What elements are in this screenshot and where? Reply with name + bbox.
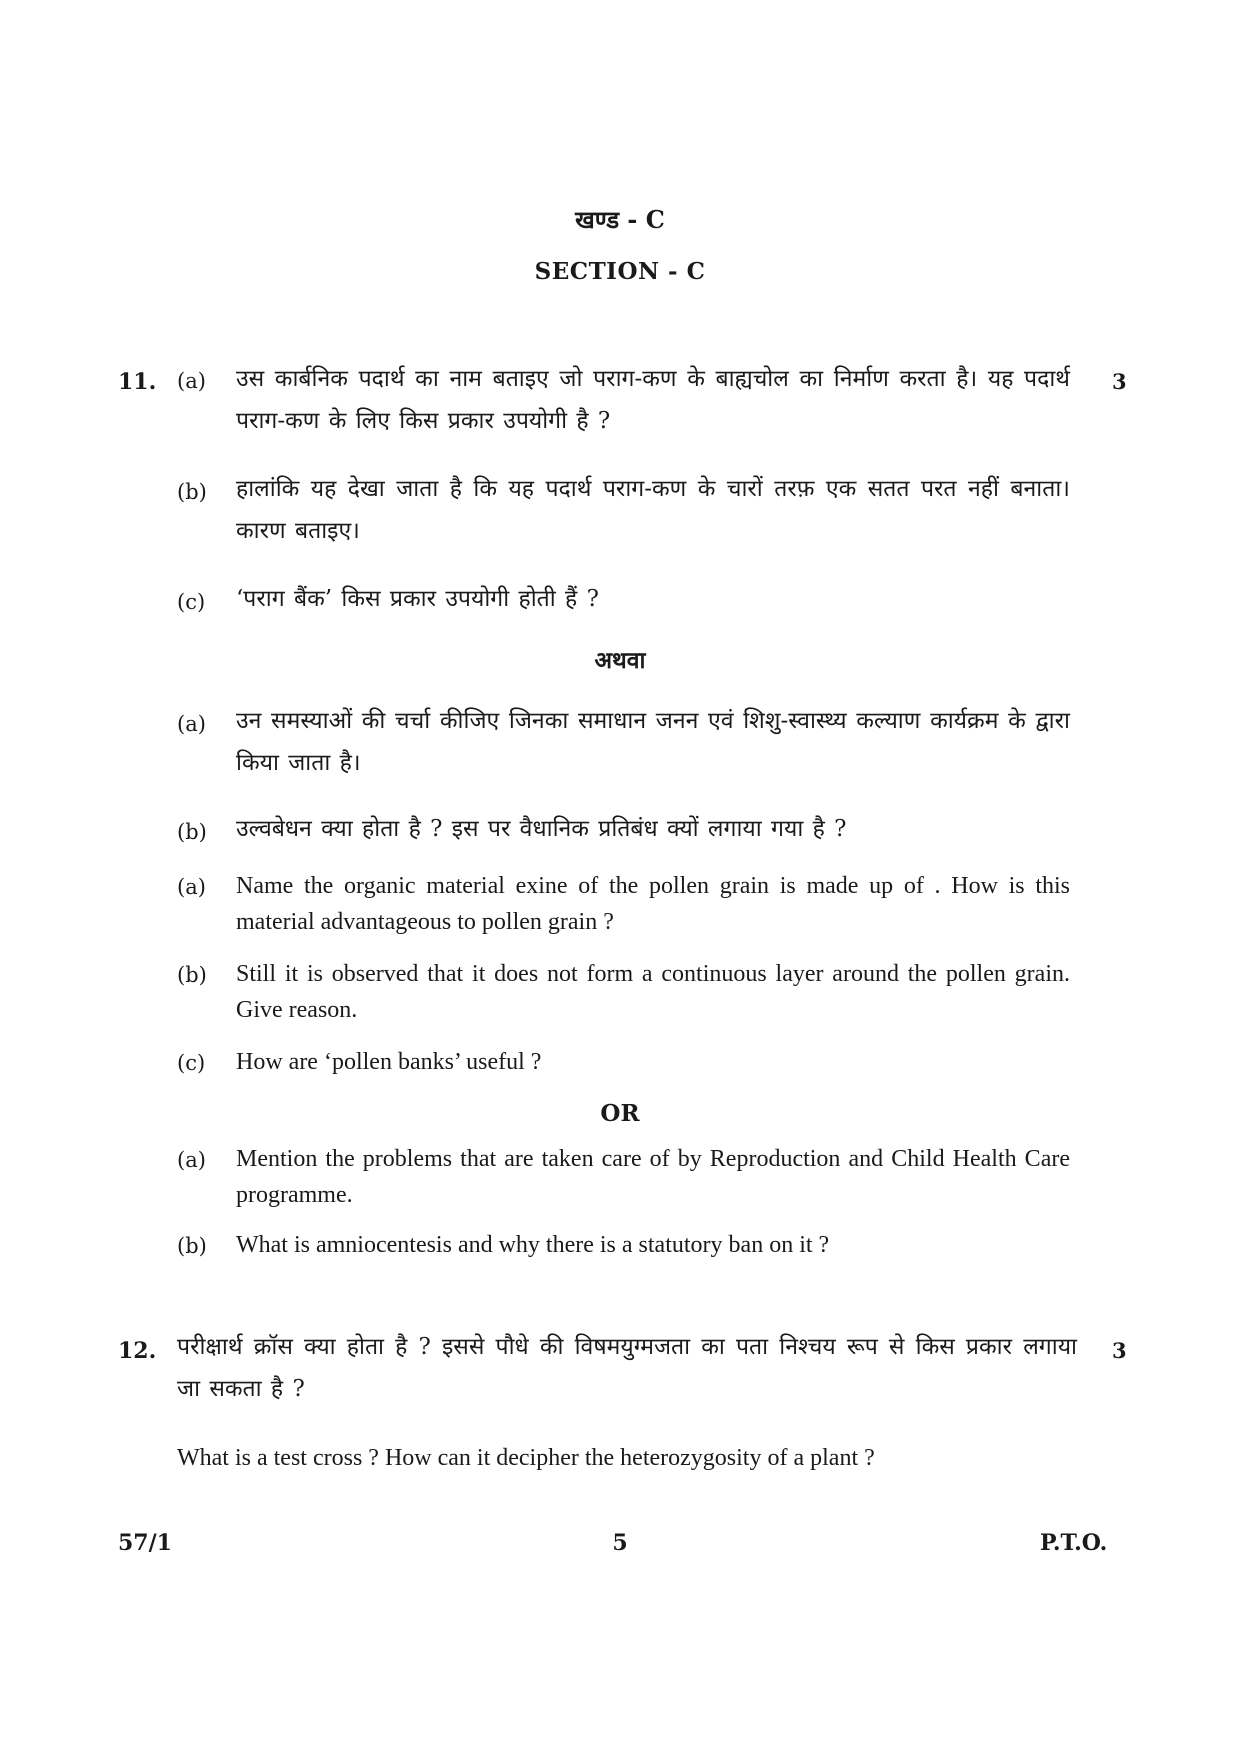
q11-hindi-or-b-text: उल्वबेधन क्या होता है ? इस पर वैधानिक प्रतिबंध क्यों लगाया गया है ? <box>236 816 847 842</box>
page-number: 5 <box>612 1530 628 1556</box>
or-divider-hindi: अथवा <box>594 647 646 674</box>
q11-english-or-b-text: What is amniocentesis and why there is a statutory ban on it ? <box>236 1232 830 1258</box>
q11-english-or-a-text: Mention the problems that are taken care of by Reproduction and Child Health Care programme. <box>236 1146 1070 1208</box>
q11-hindi-c-text: ‘पराग बैंक’ किस प्रकार उपयोगी होती हैं ? <box>236 586 599 612</box>
question-12-marks: 3 <box>1112 1338 1127 1363</box>
q11-english-or-b-label: (b) <box>177 1234 207 1258</box>
q11-hindi-a-text: उस कार्बनिक पदार्थ का नाम बताइए जो पराग-कण के बाह्यचोल का निर्माण करता है। यह पदार्थ पराग-कण के लिए किस प्रकार उपयोगी है ? <box>236 366 1070 434</box>
q11-english-or-a-label: (a) <box>177 1148 206 1172</box>
section-title-english: SECTION - C <box>534 258 706 285</box>
question-12-number: 12. <box>118 1338 157 1364</box>
q11-hindi-a-label: (a) <box>177 369 206 393</box>
question-11-marks: 3 <box>1112 369 1127 394</box>
q11-english-c-text: How are ‘pollen banks’ useful ? <box>236 1049 542 1075</box>
q11-english-a-label: (a) <box>177 875 206 899</box>
paper-code: 57/1 <box>118 1530 172 1556</box>
or-divider-english: OR <box>600 1100 640 1127</box>
pto-label: P.T.O. <box>1040 1530 1108 1556</box>
q11-english-b-text: Still it is observed that it does not form a continuous layer around the pollen grain. Give reason. <box>236 961 1070 1023</box>
q11-hindi-b-text: हालांकि यह देखा जाता है कि यह पदार्थ पराग-कण के चारों तरफ़ एक सतत परत नहीं बनाता। कारण बताइए। <box>236 476 1070 544</box>
q11-english-c-label: (c) <box>177 1051 206 1075</box>
q11-hindi-or-a-text: उन समस्याओं की चर्चा कीजिए जिनका समाधान जनन एवं शिशु-स्वास्थ्य कल्याण कार्यक्रम के द्वारा किया जाता है। <box>236 708 1070 776</box>
q12-hindi-text: परीक्षार्थ क्रॉस क्या होता है ? इससे पौधे की विषमयुग्मजता का पता निश्चय रूप से किस प्रकार लगाया जा सकता है ? <box>177 1334 1077 1402</box>
q11-hindi-or-a-label: (a) <box>177 712 206 736</box>
q11-hindi-or-b-label: (b) <box>177 820 207 844</box>
q11-hindi-b-label: (b) <box>177 480 207 504</box>
question-11-number: 11. <box>118 369 157 395</box>
q11-english-a-text: Name the organic material exine of the pollen grain is made up of . How is this material advantageous to pollen grain ? <box>236 873 1070 935</box>
section-title-hindi: खण्ड - C <box>575 205 665 234</box>
q11-english-b-label: (b) <box>177 963 207 987</box>
q12-english-text: What is a test cross ? How can it decipher the heterozygosity of a plant ? <box>177 1445 875 1471</box>
q11-hindi-c-label: (c) <box>177 590 206 614</box>
